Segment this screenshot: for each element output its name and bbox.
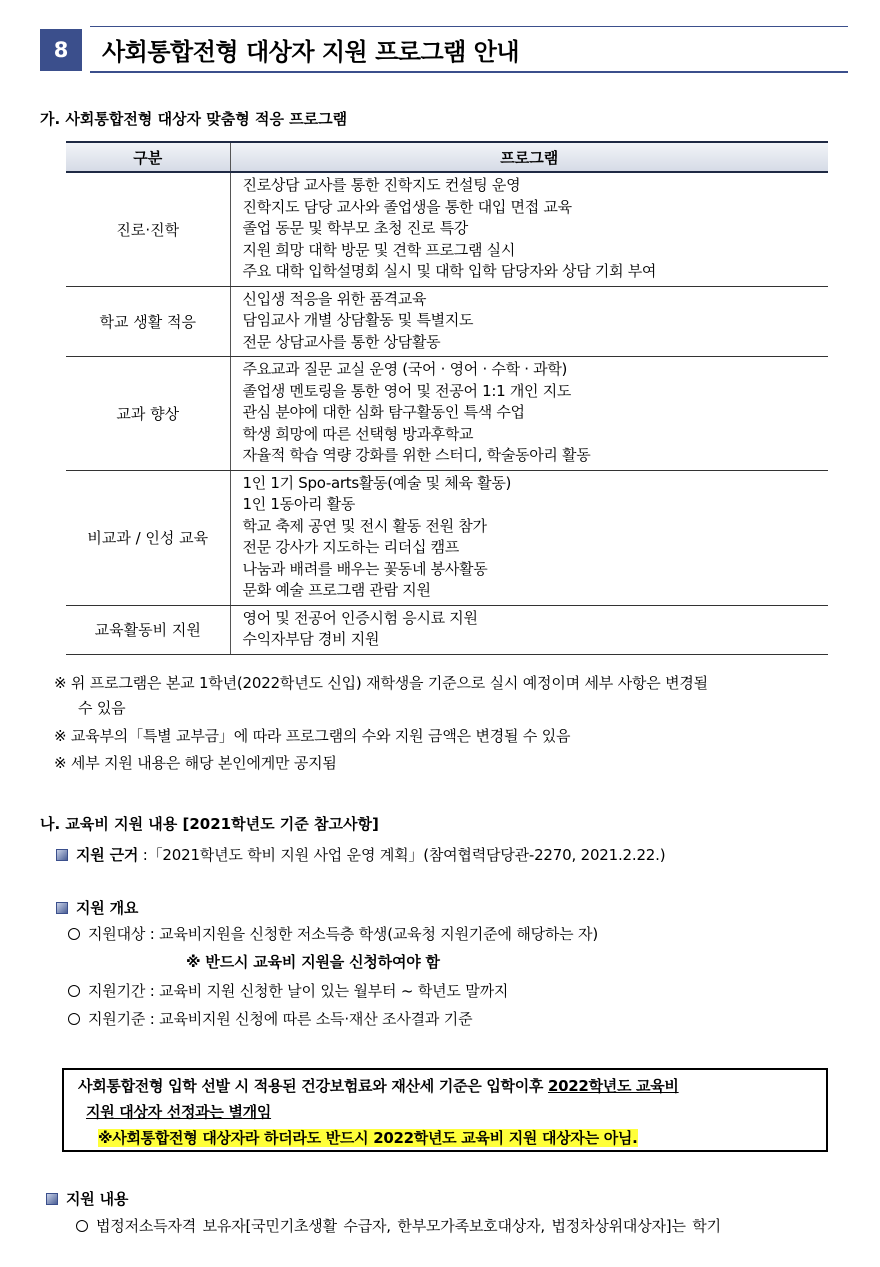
content-text: 법정저소득자격 보유자[국민기초생활 수급자, 한부모가족보호대상자, 법정차상위대상자]는 학기 xyxy=(96,1217,721,1235)
basis-label: 지원 근거 xyxy=(76,846,139,864)
table-row xyxy=(66,172,828,286)
header-rule-bottom xyxy=(90,71,848,73)
header-rule-top xyxy=(90,26,848,27)
table-row xyxy=(66,470,828,605)
table-row xyxy=(66,286,828,357)
program-item: 지원 희망 대학 방문 및 견학 프로그램 실시 xyxy=(242,240,516,259)
table-cell-programs xyxy=(230,286,828,357)
section-header xyxy=(40,26,848,74)
program-item: 관심 분야에 대한 심화 탐구활동인 특색 수업 xyxy=(242,403,525,421)
content-label: 지원 내용 xyxy=(66,1190,129,1208)
notice-text-1a: 사회통합전형 입학 선발 시 적용된 건강보험료와 재산세 기준은 입학이후 xyxy=(78,1077,549,1095)
table-cell-category: 교과 향상 xyxy=(66,357,230,471)
program-item: 수익자부담 경비 지원 xyxy=(242,630,380,648)
program-item: 자율적 학습 역량 강화를 위한 스터디, 학술동아리 활동 xyxy=(242,446,591,464)
table-cell-category: 비교과 / 인성 교육 xyxy=(66,470,230,605)
table-cell-programs xyxy=(230,605,828,654)
table-cell-programs xyxy=(230,357,828,471)
program-item: 신입생 적응을 위한 품격교육 xyxy=(242,289,427,308)
program-table-body xyxy=(66,172,828,654)
circle-bullet-icon xyxy=(68,928,80,940)
table-cell-category: 진로·진학 xyxy=(66,172,230,286)
period-text: 지원기간 : 교육비 지원 신청한 날이 있는 월부터 ~ 학년도 말까지 xyxy=(88,982,509,1000)
notice-line-2 xyxy=(78,1099,812,1125)
program-item: 학생 희망에 따른 선택형 방과후학교 xyxy=(242,424,474,443)
program-item: 졸업생 멘토링을 통한 영어 및 전공어 1:1 개인 지도 xyxy=(242,381,572,400)
circle-bullet-icon xyxy=(68,1013,80,1025)
notice-line-3 xyxy=(78,1125,812,1151)
note-1: ※ 위 프로그램은 본교 1학년(2022학년도 신입) 재학생을 기준으로 실시 예정이며 세부 사항은 변경될 xyxy=(54,674,708,692)
program-table xyxy=(66,141,828,655)
target-line xyxy=(68,923,598,944)
program-item: 1인 1기 Spo-arts활동(예술 및 체육 활동) xyxy=(242,473,512,492)
overview-label: 지원 개요 xyxy=(76,899,139,917)
overview-heading xyxy=(56,897,138,918)
period-line xyxy=(68,980,508,1001)
basis-line xyxy=(56,844,665,865)
table-cell-category: 교육활동비 지원 xyxy=(66,605,230,654)
note-3: ※ 세부 지원 내용은 해당 본인에게만 공지됨 xyxy=(54,754,337,772)
criteria-text: 지원기준 : 교육비지원 신청에 따른 소득·재산 조사결과 기준 xyxy=(88,1010,473,1028)
notice-text-2: 지원 대상자 선정과는 별개임 xyxy=(86,1103,272,1121)
content-heading xyxy=(46,1188,128,1209)
program-item: 전문 상담교사를 통한 상담활동 xyxy=(242,332,441,351)
notice-line-1 xyxy=(78,1073,812,1099)
program-item: 전문 강사가 지도하는 리더십 캠프 xyxy=(242,538,460,556)
page-title: 사회통합전형 대상자 지원 프로그램 안내 xyxy=(102,38,520,66)
section-number-badge: 8 xyxy=(40,29,82,71)
program-item: 진로상담 교사를 통한 진학지도 컨설팅 운영 xyxy=(242,176,521,194)
basis-text: :「2021학년도 학비 지원 사업 운영 계획」(참여협력담당관-2270, 2021.2.22.) xyxy=(138,846,666,864)
table-cell-category: 학교 생활 적응 xyxy=(66,286,230,357)
program-item: 주요교과 질문 교실 운영 (국어 · 영어 · 수학 · 과학) xyxy=(242,360,568,378)
table-header-row xyxy=(66,142,828,172)
section-a-title: 가. 사회통합전형 대상자 맞춤형 적응 프로그램 xyxy=(40,110,348,128)
circle-bullet-icon xyxy=(68,985,80,997)
table-cell-programs xyxy=(230,470,828,605)
table-cell-programs xyxy=(230,172,828,286)
program-item: 진학지도 담당 교사와 졸업생을 통한 대입 면접 교육 xyxy=(242,197,572,216)
table-header-program: 프로그램 xyxy=(230,142,828,172)
table-header-category: 구분 xyxy=(66,142,230,172)
notice-text-3: ※사회통합전형 대상자라 하더라도 반드시 2022학년도 교육비 지원 대상자는 아님. xyxy=(98,1129,638,1147)
square-bullet-icon xyxy=(56,902,68,914)
section-b-title: 나. 교육비 지원 내용 [2021학년도 기준 참고사항] xyxy=(40,815,379,833)
square-bullet-icon xyxy=(56,849,68,861)
program-item: 문화 예술 프로그램 관람 지원 xyxy=(242,581,431,599)
program-item: 나눔과 배려를 배우는 꽃동네 봉사활동 xyxy=(242,559,488,578)
table-row xyxy=(66,357,828,471)
program-item: 학교 축제 공연 및 전시 활동 전원 참가 xyxy=(242,516,487,535)
notice-text-1b: 2022학년도 교육비 xyxy=(548,1077,679,1095)
square-bullet-icon xyxy=(46,1193,58,1205)
note-1-cont: 수 있음 xyxy=(78,699,126,717)
program-item: 1인 1동아리 활동 xyxy=(242,495,356,513)
program-item: 졸업 동문 및 학부모 초청 진로 특강 xyxy=(242,219,468,237)
note-2: ※ 교육부의「특별 교부금」에 따라 프로그램의 수와 지원 금액은 변경될 수 있음 xyxy=(54,727,571,745)
program-item: 주요 대학 입학설명회 실시 및 대학 입학 담당자와 상담 기회 부여 xyxy=(242,262,657,280)
must-apply-note: ※ 반드시 교육비 지원을 신청하여야 함 xyxy=(186,953,440,971)
notice-box xyxy=(62,1068,828,1152)
program-item: 영어 및 전공어 인증시험 응시료 지원 xyxy=(242,608,478,627)
table-row xyxy=(66,605,828,654)
criteria-line xyxy=(68,1008,472,1029)
content-line xyxy=(76,1215,721,1236)
target-text: 지원대상 : 교육비지원을 신청한 저소득층 학생(교육청 지원기준에 해당하는 자) xyxy=(88,925,598,943)
circle-bullet-icon xyxy=(76,1220,88,1232)
program-item: 담임교사 개별 상담활동 및 특별지도 xyxy=(242,311,474,329)
